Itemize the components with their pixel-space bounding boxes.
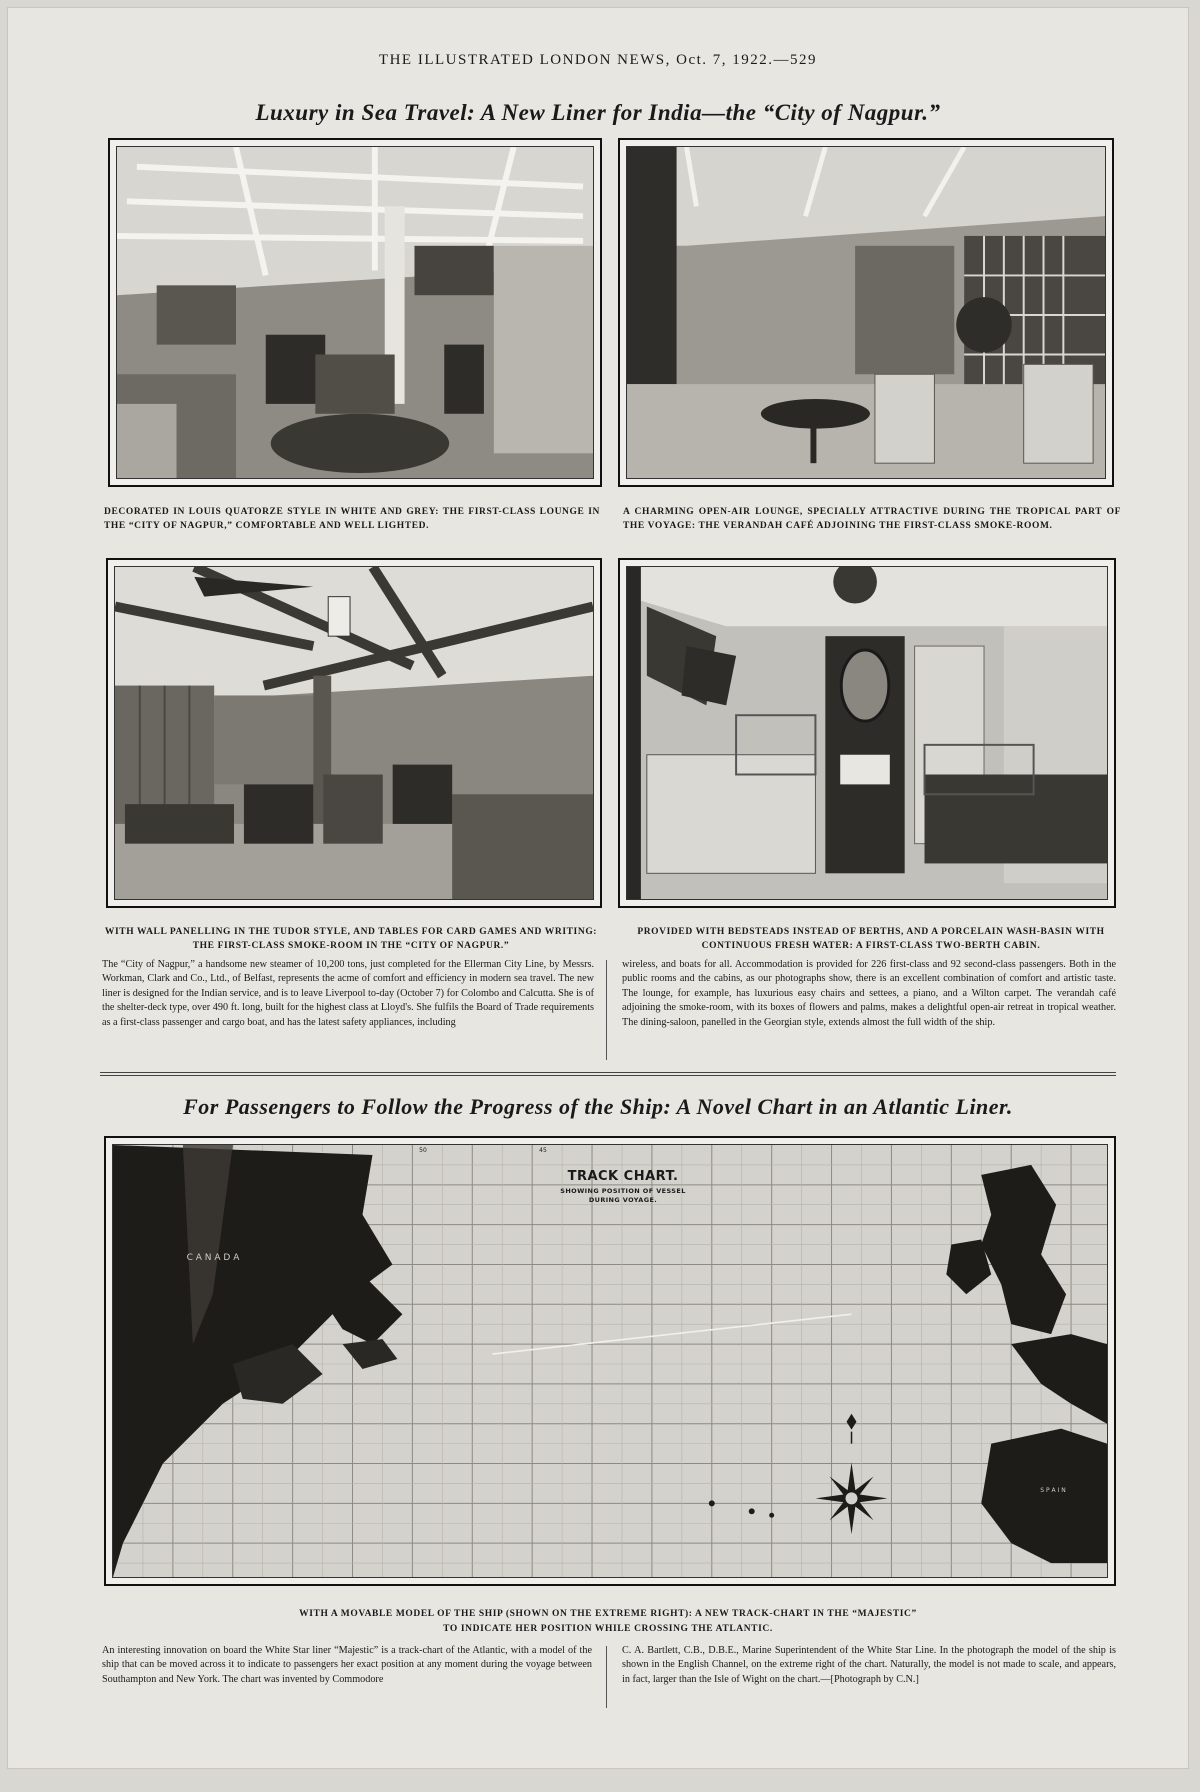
cabin-photo-image <box>627 567 1107 899</box>
caption-track-chart-line-1: WITH A MOVABLE MODEL OF THE SHIP (SHOWN ON THE EXTREME RIGHT): A NEW TRACK-CHART IN THE “MAJESTIC” <box>299 1609 917 1619</box>
track-chart-scale-45: 45 <box>539 1147 547 1154</box>
magazine-page <box>8 8 1188 1768</box>
photo-track-chart <box>104 1136 1116 1586</box>
photo-smoke-room <box>106 558 602 908</box>
caption-photo-lounge: DECORATED IN LOUIS QUATORZE STYLE IN WHITE AND GREY: THE FIRST-CLASS LOUNGE IN THE “CITY OF NAGPUR,” COMFORTABLE AND WELL LIGHTED. <box>104 507 600 531</box>
top-article-column-1: The “City of Nagpur,” a handsome new steamer of 10,200 tons, just completed for the Ellerman City Line, by Messrs. Workman, Clark and Co., Ltd., of Belfast, represents the acme of comfort and efficiency in modern sea travel. The new liner is designed for the Indian service, and is to leave Liverpool to-day (October 7) for Colombo and Calcutta. She is of the shelter-deck type, over 490 ft. long, built for the highest class at Lloyd's. She fulfils the Board of Trade requirements as a first-class passenger and cargo boat, and has the latest safety appliances, including <box>102 959 594 1028</box>
track-chart-heading: TRACK CHART. <box>567 1169 679 1184</box>
verandah-photo-image <box>627 147 1105 478</box>
bottom-section-title: For Passengers to Follow the Progress of the Ship: A Novel Chart in an Atlantic Liner. <box>183 1094 1013 1119</box>
bottom-article-column-2: C. A. Bartlett, C.B., D.B.E., Marine Superintendent of the White Star Line. In the photograph the model of the ship is shown in the English Channel, on the extreme right of the chart. Naturally, the model is not made to scale, and appears, in fact, larger than the Isle of Wight on the chart.—[Photograph by C.N.] <box>622 1645 1116 1685</box>
photo-verandah-cafe <box>618 138 1114 487</box>
running-head: THE ILLUSTRATED LONDON NEWS, Oct. 7, 1922.—529 <box>378 52 818 68</box>
caption-track-chart-line-2: TO INDICATE HER POSITION WHILE CROSSING THE ATLANTIC. <box>443 1624 773 1634</box>
caption-photo-smoke-room: WITH WALL PANELLING IN THE TUDOR STYLE, AND TABLES FOR CARD GAMES AND WRITING: THE FIRST-CLASS SMOKE-ROOM IN THE “CITY OF NAGPUR.” <box>104 927 598 951</box>
photo-two-berth-cabin <box>618 558 1116 908</box>
smoke-room-photo-image <box>115 567 593 899</box>
track-chart-label-canada: C A N A D A <box>186 1253 240 1263</box>
track-chart-scale-50: 50 <box>419 1147 427 1154</box>
top-article-column-rule <box>606 960 607 1060</box>
track-chart-label-spain: S P A I N <box>1040 1487 1066 1494</box>
photo-first-class-lounge <box>108 138 602 487</box>
top-section-title: Luxury in Sea Travel: A New Liner for India—the “City of Nagpur.” <box>255 100 941 125</box>
caption-photo-cabin: PROVIDED WITH BEDSTEADS INSTEAD OF BERTHS, AND A PORCELAIN WASH-BASIN WITH CONTINUOUS FRESH WATER: A FIRST-CLASS TWO-BERTH CABIN. <box>637 927 1105 951</box>
lounge-photo-image <box>117 147 593 478</box>
top-article-column-2: wireless, and boats for all. Accommodation is provided for 226 first-class and 92 second-class passengers. Both in the public rooms and the cabins, as our photographs show, there is an excellent combination of comfort and artistic taste. The lounge, for example, has luxurious easy chairs and settees, a piano, and a Wilton carpet. The verandah café adjoining the smoke-room, with its boxes of flowers and palms, makes a delightful open-air retreat in tropical weather. The dining-saloon, panelled in the Georgian style, extends almost the full width of the ship. <box>622 959 1116 1028</box>
track-chart-subheading-1: SHOWING POSITION OF VESSEL <box>560 1187 686 1195</box>
section-divider <box>100 1072 1116 1076</box>
track-chart-image <box>113 1145 1107 1577</box>
caption-photo-verandah: A CHARMING OPEN-AIR LOUNGE, SPECIALLY ATTRACTIVE DURING THE TROPICAL PART OF THE VOYAGE: THE VERANDAH CAFÉ ADJOINING THE FIRST-CLASS SMOKE-ROOM. <box>623 507 1121 531</box>
track-chart-subheading-2: DURING VOYAGE. <box>588 1196 658 1204</box>
bottom-article-column-rule <box>606 1646 607 1708</box>
bottom-article-column-1: An interesting innovation on board the White Star liner “Majestic” is a track-chart of the Atlantic, with a model of the ship that can be moved across it to indicate to passengers her exact position at any moment during the voyage between Southampton and New York. The chart was invented by Commodore <box>102 1645 592 1685</box>
